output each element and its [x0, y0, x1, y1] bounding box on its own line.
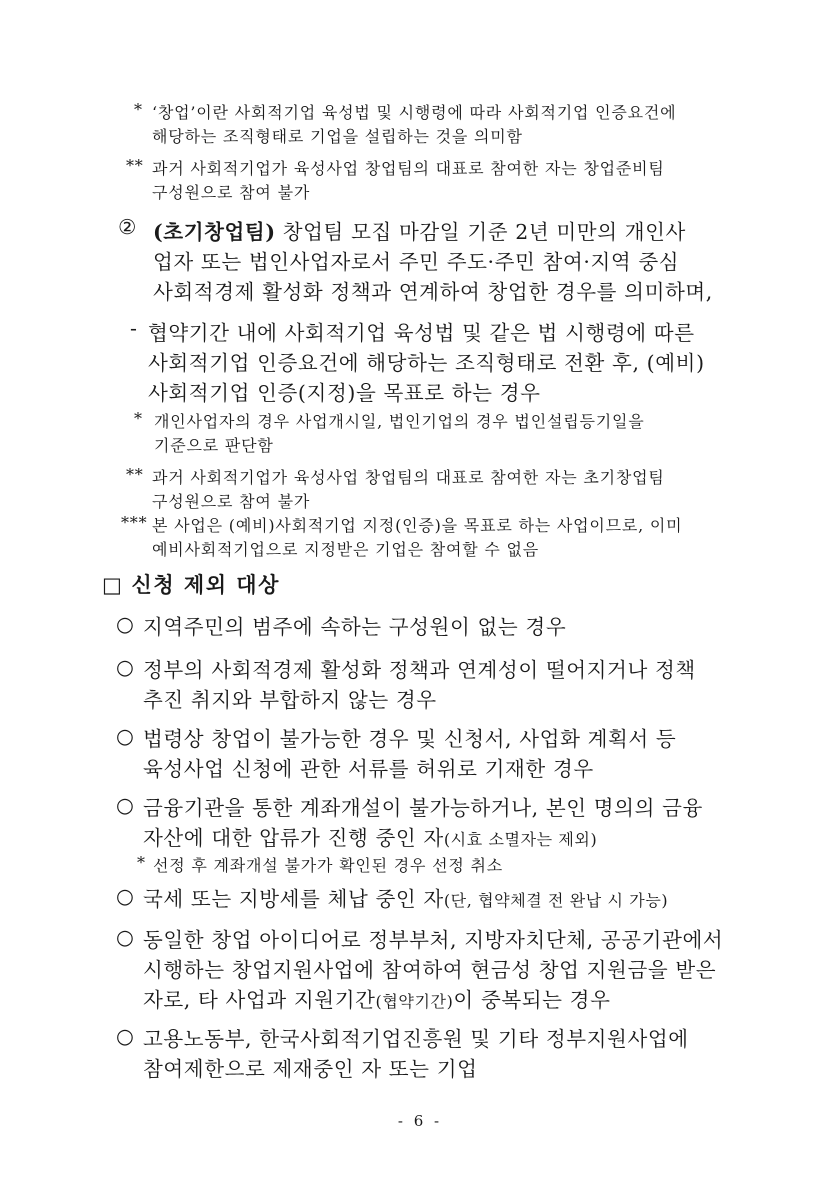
list-item-text: 자로, 타 사업과 지원기간	[143, 988, 376, 1012]
list-item: 참여제한으로 제재중인 자 또는 기업	[143, 1057, 478, 1081]
footnote-text: 과거 사회적기업가 육성사업 창업팀의 대표로 참여한 자는 초기창업팀	[152, 468, 665, 487]
footnote-text: 본 사업은 (예비)사회적기업 지정(인증)을 목표로 하는 사업이므로, 이미	[152, 516, 683, 535]
list-item-text: 국세 또는 지방세를 체납 중인 자	[143, 887, 444, 911]
item-text: 창업팀 모집 마감일 기준 2년 미만의 개인사	[282, 220, 686, 244]
footnote-text: 구성원으로 참여 불가	[152, 492, 311, 511]
footnote-marker: **	[126, 156, 144, 175]
footnote-text: 해당하는 조직형태로 기업을 설립하는 것을 의미함	[152, 127, 523, 146]
paragraph-line: 사회적기업 인증(지정)을 목표로 하는 경우	[148, 381, 541, 405]
footnote-text: 과거 사회적기업가 육성사업 창업팀의 대표로 참여한 자는 창업준비팀	[152, 159, 665, 178]
footnote-marker: ***	[121, 513, 148, 532]
paragraph-line	[153, 215, 686, 245]
item-number: ②	[118, 215, 137, 239]
list-item-text: 자산에 대한 압류가 진행 중인 자	[143, 826, 444, 850]
section-title: 신청 제외 대상	[131, 572, 280, 597]
circle-bullet-icon: ○	[116, 1024, 135, 1048]
list-item: 시행하는 창업지원사업에 참여하여 현금성 창업 지원금을 받은	[143, 958, 717, 982]
checkbox-square-icon: □	[102, 573, 124, 597]
circle-bullet-icon: ○	[116, 724, 135, 748]
circle-bullet-icon: ○	[116, 925, 135, 949]
paragraph-line: 사회적경제 활성화 정책과 연계하여 창업한 경우를 의미하며,	[153, 280, 713, 304]
circle-bullet-icon: ○	[116, 793, 135, 817]
list-item: 추진 취지와 부합하지 않는 경우	[143, 688, 437, 712]
footnote-text: 선정 후 계좌개설 불가가 확인된 경우 선정 취소	[153, 856, 504, 875]
list-item: 육성사업 신청에 관한 서류를 허위로 기재한 경우	[143, 757, 594, 781]
list-item: 고용노동부, 한국사회적기업진흥원 및 기타 정부지원사업에	[143, 1027, 689, 1051]
footnote-marker: *	[134, 409, 143, 428]
circle-bullet-icon: ○	[116, 655, 135, 679]
list-item-note: (협약기간)	[375, 992, 454, 1011]
list-item-note: (시효 소멸자는 제외)	[443, 830, 598, 849]
list-item: 법령상 창업이 불가능한 경우 및 신청서, 사업화 계획서 등	[143, 727, 677, 751]
footnote-text: 예비사회적기업으로 지정받은 기업은 참여할 수 없음	[152, 540, 540, 559]
paragraph-line: 협약기간 내에 사회적기업 육성법 및 같은 법 시행령에 따른	[148, 321, 695, 345]
circle-bullet-icon: ○	[116, 884, 135, 908]
paragraph-line: 업자 또는 법인사업자로서 주민 주도·주민 참여·지역 중심	[153, 250, 680, 274]
footnote-marker: *	[134, 100, 143, 119]
footnote-marker: *	[137, 853, 146, 872]
section-heading	[102, 569, 280, 599]
item-heading: (초기창업팀)	[153, 220, 276, 244]
list-item-note: (단, 협약체결 전 완납 시 가능)	[443, 891, 669, 910]
footnote-marker: **	[126, 465, 144, 484]
list-item: 정부의 사회적경제 활성화 정책과 연계성이 떨어지거나 정책	[143, 658, 696, 682]
list-item	[143, 882, 668, 912]
circle-bullet-icon: ○	[116, 612, 135, 636]
list-item: 금융기관을 통한 계좌개설이 불가능하거나, 본인 명의의 금융	[143, 796, 703, 820]
list-item	[143, 821, 597, 851]
list-item	[143, 983, 610, 1013]
footnote-text: 구성원으로 참여 불가	[152, 183, 311, 202]
footnote-text: 기준으로 판단함	[154, 436, 274, 455]
page-number: - 6 -	[397, 1112, 443, 1130]
footnote-text: ‘창업’이란 사회적기업 육성법 및 시행령에 따라 사회적기업 인증요건에	[152, 103, 677, 122]
list-item: 지역주민의 범주에 속하는 구성원이 없는 경우	[143, 615, 567, 639]
paragraph-line: 사회적기업 인증요건에 해당하는 조직형태로 전환 후, (예비)	[148, 351, 705, 375]
list-item-text: 이 중복되는 경우	[453, 988, 611, 1012]
footnote-text: 개인사업자의 경우 사업개시일, 법인기업의 경우 법인설립등기일을	[154, 412, 645, 431]
list-item: 동일한 창업 아이디어로 정부부처, 지방자치단체, 공공기관에서	[143, 928, 724, 952]
dash-marker: -	[130, 316, 138, 340]
